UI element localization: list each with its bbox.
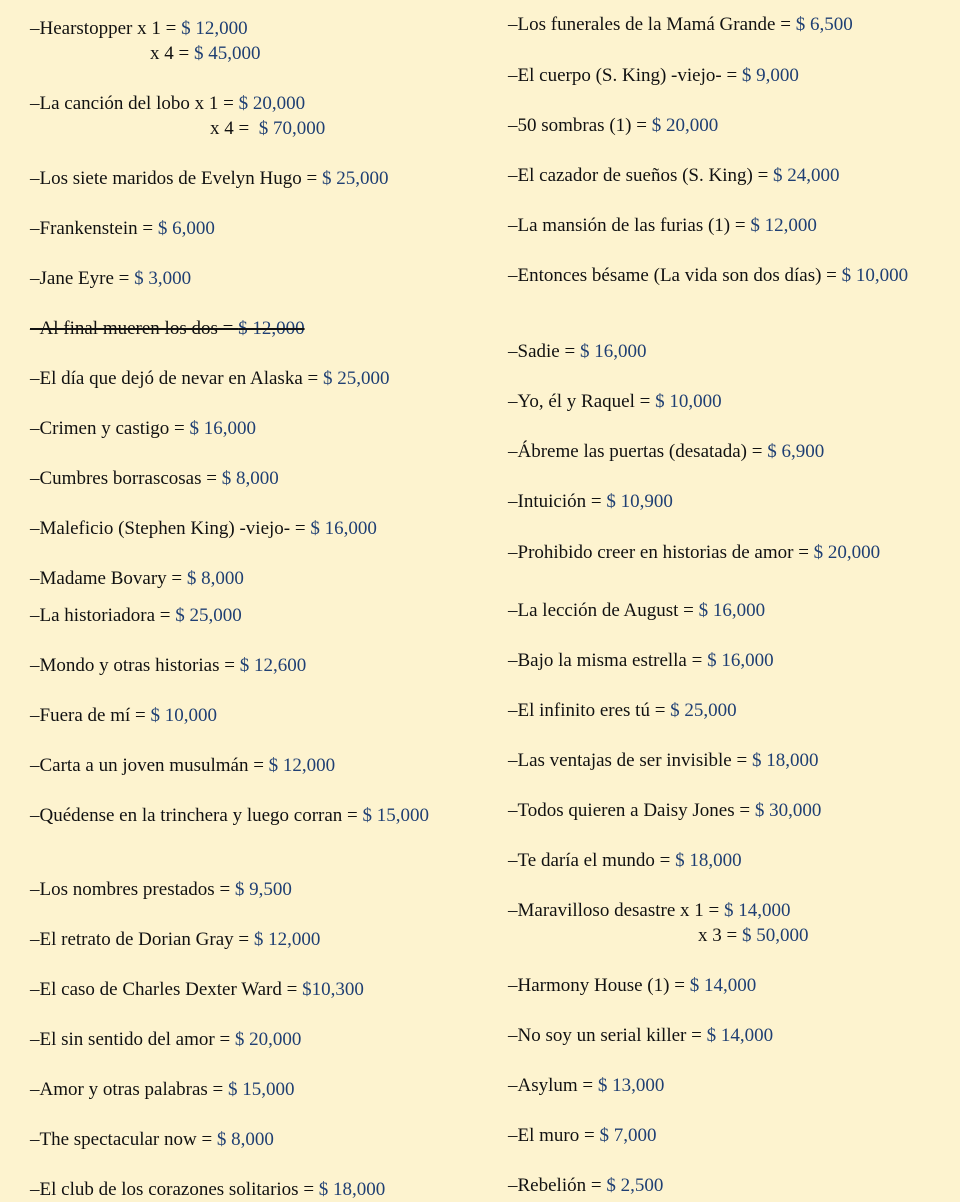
book-price: $ 12,000 — [181, 18, 248, 39]
book-price: $ 20,000 — [234, 1029, 302, 1050]
book-title: –El cazador de sueños (S. King) = — [508, 165, 774, 186]
bulk-price: $ 45,000 — [193, 43, 261, 64]
book-entry — [30, 466, 470, 491]
book-entry — [508, 748, 948, 773]
book-entry — [508, 698, 948, 723]
book-entry — [30, 1127, 470, 1152]
book-entry — [30, 753, 470, 778]
book-entry — [508, 798, 948, 823]
book-title: –La mansión de las furias (1) = — [508, 215, 751, 236]
book-title: –Hearstopper x 1 = — [30, 18, 182, 39]
book-title: –Todos quieren a Daisy Jones = — [508, 800, 755, 821]
book-title: –Jane Eyre = — [30, 268, 135, 289]
book-entry — [508, 1173, 948, 1198]
book-title: –Prohibido creer en historias de amor = — [508, 542, 814, 563]
book-price: $ 13,000 — [597, 1075, 665, 1096]
book-entry — [30, 927, 470, 952]
book-entry — [508, 389, 948, 414]
book-price: $ 20,000 — [651, 115, 719, 136]
book-price: $ 10,000 — [655, 391, 722, 412]
book-price: $ 30,000 — [754, 800, 822, 821]
book-entry — [508, 973, 948, 998]
book-price: $ 12,000 — [750, 215, 817, 236]
book-entry — [30, 16, 470, 66]
book-entry — [30, 977, 470, 1002]
book-price: $ 14,000 — [689, 975, 757, 996]
book-title: –La lección de August = — [508, 600, 699, 621]
book-title: –El caso de Charles Dexter Ward = — [30, 979, 303, 1000]
book-price: $ 15,000 — [362, 805, 430, 826]
book-title: –Fuera de mí = — [30, 705, 151, 726]
book-price: $ 10,000 — [150, 705, 217, 726]
book-title: –Cumbres borrascosas = — [30, 468, 222, 489]
book-title: –El club de los corazones solitarios = — [30, 1179, 319, 1200]
book-price: $ 3,000 — [134, 268, 192, 289]
book-title: –El infinito eres tú = — [508, 700, 671, 721]
book-entry — [30, 877, 470, 902]
book-title: –Quédense en la trinchera y luego corran = — [30, 805, 363, 826]
book-title: –Al final mueren los dos = — [30, 318, 239, 339]
book-title: –Harmony House (1) = — [508, 975, 690, 996]
book-entry — [30, 1027, 470, 1052]
book-price: $ 10,900 — [606, 491, 673, 512]
book-price: $ 10,000 — [841, 265, 909, 286]
book-entry — [508, 1023, 948, 1048]
book-price: $ 12,000 — [238, 318, 305, 339]
book-title: –Los siete maridos de Evelyn Hugo = — [30, 168, 322, 189]
book-entry — [508, 1123, 948, 1148]
book-entry — [30, 366, 470, 391]
book-title: –Te daría el mundo = — [508, 850, 676, 871]
book-title: –Maravilloso desastre x 1 = — [508, 900, 724, 921]
book-title: –Sadie = — [508, 341, 580, 362]
book-title: –Mondo y otras historias = — [30, 655, 240, 676]
book-price: $ 25,000 — [322, 368, 390, 389]
book-title: –Bajo la misma estrella = — [508, 650, 708, 671]
book-price: $ 6,900 — [767, 441, 825, 462]
book-price: $ 16,000 — [707, 650, 774, 671]
book-entry — [30, 316, 470, 341]
book-price: $ 25,000 — [321, 168, 389, 189]
book-entry — [508, 540, 948, 565]
book-price: $ 8,000 — [221, 468, 279, 489]
book-price: $ 18,000 — [318, 1179, 386, 1200]
book-price: $ 16,000 — [189, 418, 257, 439]
book-price: $ 9,500 — [234, 879, 292, 900]
book-price: $ 25,000 — [175, 605, 242, 626]
book-entry — [508, 63, 948, 88]
book-title: –Rebelión = — [508, 1175, 607, 1196]
book-entry — [508, 339, 948, 364]
book-title: –Los nombres prestados = — [30, 879, 235, 900]
book-price: $ 8,000 — [216, 1129, 274, 1150]
book-title: –El sin sentido del amor = — [30, 1029, 235, 1050]
book-entry — [508, 213, 948, 238]
book-entry — [508, 163, 948, 188]
book-entry — [30, 266, 470, 291]
book-title: –El cuerpo (S. King) -viejo- = — [508, 65, 742, 86]
book-title: –Carta a un joven musulmán = — [30, 755, 269, 776]
book-entry — [30, 216, 470, 241]
book-title: –No soy un serial killer = — [508, 1025, 707, 1046]
book-price: $ 12,600 — [239, 655, 307, 676]
book-title: –Maleficio (Stephen King) -viejo- = — [30, 518, 311, 539]
book-entry — [508, 439, 948, 464]
book-price: $ 14,000 — [706, 1025, 774, 1046]
book-title: –The spectacular now = — [30, 1129, 217, 1150]
book-entry — [30, 566, 470, 591]
book-price: $ 12,000 — [268, 755, 336, 776]
bulk-price: $ 50,000 — [741, 925, 809, 946]
book-entry — [30, 1077, 470, 1102]
book-price: $ 20,000 — [813, 542, 881, 563]
bulk-price-line — [30, 116, 470, 141]
book-title: –Las ventajas de ser invisible = — [508, 750, 752, 771]
book-title: –Frankenstein = — [30, 218, 158, 239]
book-price: $ 18,000 — [675, 850, 742, 871]
book-entry — [508, 113, 948, 138]
book-title: –Crimen y castigo = — [30, 418, 190, 439]
book-price: $ 16,000 — [310, 518, 377, 539]
book-entry — [30, 703, 470, 728]
bulk-price-line — [30, 41, 470, 66]
book-price: $ 6,000 — [157, 218, 215, 239]
book-entry — [30, 1177, 470, 1202]
book-title: –Ábreme las puertas (desatada) = — [508, 441, 768, 462]
book-price: $ 20,000 — [238, 93, 306, 114]
book-title: –Los funerales de la Mamá Grande = — [508, 14, 796, 35]
book-price: $ 16,000 — [698, 600, 766, 621]
book-price: $ 16,000 — [579, 341, 647, 362]
bulk-quantity: x 3 = — [698, 925, 742, 946]
book-title: –Amor y otras palabras = — [30, 1079, 229, 1100]
book-title: –El muro = — [508, 1125, 600, 1146]
book-price: $10,300 — [302, 979, 364, 1000]
book-title: –Intuición = — [508, 491, 607, 512]
book-title: –La canción del lobo x 1 = — [30, 93, 239, 114]
book-entry — [30, 166, 470, 191]
bulk-price: $ 70,000 — [258, 118, 326, 139]
book-entry — [508, 598, 948, 623]
book-title: –Asylum = — [508, 1075, 598, 1096]
book-title: –Madame Bovary = — [30, 568, 187, 589]
book-entry — [30, 653, 470, 678]
book-entry — [508, 848, 948, 873]
book-price: $ 2,500 — [606, 1175, 664, 1196]
bulk-price-line — [508, 923, 948, 948]
bulk-quantity: x 4 = — [210, 118, 259, 139]
book-entry — [508, 489, 948, 514]
book-price: $ 14,000 — [723, 900, 791, 921]
book-price: $ 8,000 — [186, 568, 244, 589]
book-entry — [508, 263, 948, 288]
book-price: $ 18,000 — [751, 750, 819, 771]
bulk-quantity: x 4 = — [150, 43, 194, 64]
book-price: $ 25,000 — [670, 700, 737, 721]
book-title: –El retrato de Dorian Gray = — [30, 929, 254, 950]
book-price: $ 9,000 — [741, 65, 799, 86]
book-entry — [30, 603, 470, 628]
book-entry — [30, 516, 470, 541]
book-price: $ 24,000 — [773, 165, 840, 186]
book-entry — [30, 416, 470, 441]
book-title: –50 sombras (1) = — [508, 115, 652, 136]
book-title: –Entonces bésame (La vida son dos días) = — [508, 265, 842, 286]
book-title: –El día que dejó de nevar en Alaska = — [30, 368, 323, 389]
book-entry — [508, 898, 948, 948]
book-price: $ 15,000 — [228, 1079, 295, 1100]
book-title: –Yo, él y Raquel = — [508, 391, 656, 412]
book-entry — [508, 1073, 948, 1098]
book-entry — [508, 648, 948, 673]
book-price: $ 12,000 — [253, 929, 321, 950]
book-entry — [30, 803, 470, 828]
book-price: $ 7,000 — [599, 1125, 657, 1146]
book-price: $ 6,500 — [795, 14, 853, 35]
book-entry — [508, 12, 948, 37]
book-title: –La historiadora = — [30, 605, 176, 626]
book-entry — [30, 91, 470, 141]
